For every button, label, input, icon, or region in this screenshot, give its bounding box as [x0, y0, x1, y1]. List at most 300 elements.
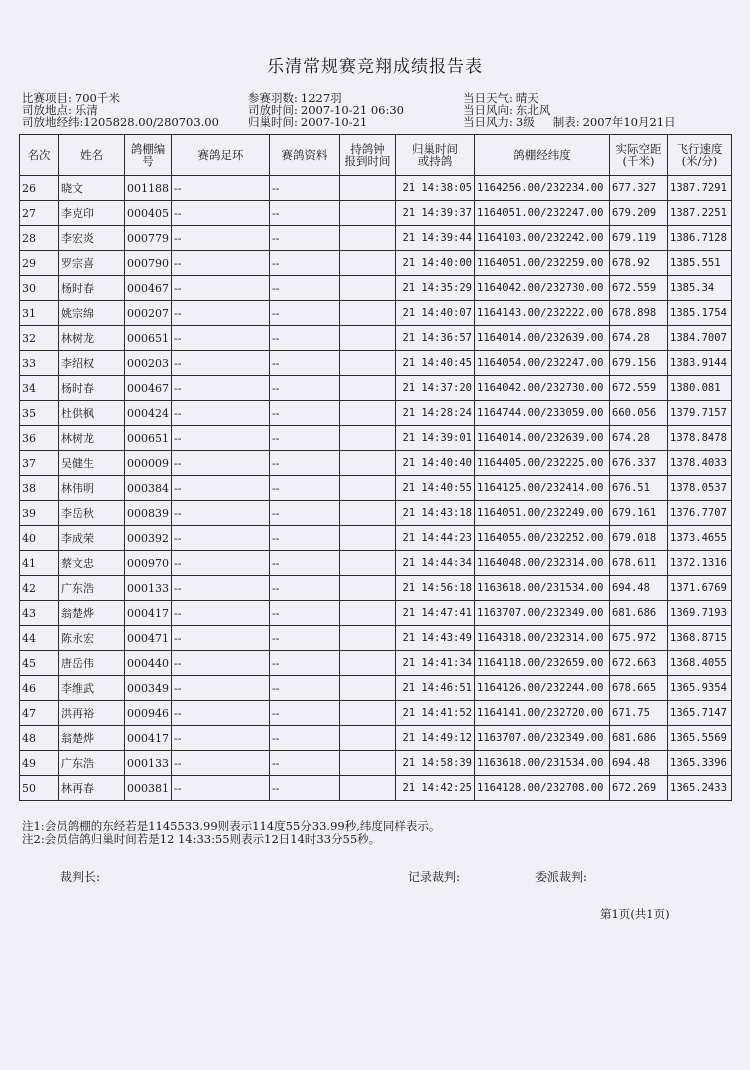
- pigeon-info-cell: --: [270, 776, 340, 801]
- name-cell: 唐岳伟: [59, 651, 125, 676]
- loft-cell: 000381: [125, 776, 172, 801]
- pigeon-info-cell: --: [270, 551, 340, 576]
- note-1: 注1:会员鸽棚的东经若是1145533.99则表示114度55分33.99秒,纬度同样表示。: [22, 819, 441, 833]
- speed-cell: 1368.8715: [668, 626, 732, 651]
- distance-cell: 679.161: [610, 501, 668, 526]
- made-date: 2007年10月21日: [582, 115, 676, 129]
- loft-cell: 000970: [125, 551, 172, 576]
- pigeon-info-cell: --: [270, 576, 340, 601]
- arrival-cell: 21 14:40:40: [396, 451, 475, 476]
- header-distance: [610, 135, 668, 176]
- clock-cell: [340, 526, 396, 551]
- rank-cell: 29: [20, 251, 59, 276]
- rank-cell: 48: [20, 726, 59, 751]
- speed-cell: 1365.2433: [668, 776, 732, 801]
- table-row: [20, 626, 732, 651]
- rank-cell: 34: [20, 376, 59, 401]
- wind-direction-value: 东北风: [515, 103, 551, 117]
- header-pigeon-info: 赛鸽资料: [270, 135, 340, 176]
- speed-cell: 1365.5569: [668, 726, 732, 751]
- rank-cell: 30: [20, 276, 59, 301]
- pigeon-info-cell: --: [270, 751, 340, 776]
- coords-cell: 1164051.00/232249.00: [475, 501, 610, 526]
- arrival-cell: 21 14:42:25: [396, 776, 475, 801]
- foot-ring-cell: --: [172, 751, 270, 776]
- arrival-cell: 21 14:40:07: [396, 301, 475, 326]
- distance-cell: 679.018: [610, 526, 668, 551]
- distance-cell: 681.686: [610, 601, 668, 626]
- weather-value: 晴天: [515, 91, 539, 105]
- foot-ring-cell: --: [172, 301, 270, 326]
- speed-cell: 1365.3396: [668, 751, 732, 776]
- foot-ring-cell: --: [172, 226, 270, 251]
- rank-cell: 31: [20, 301, 59, 326]
- foot-ring-cell: --: [172, 526, 270, 551]
- rank-cell: 26: [20, 176, 59, 201]
- speed-cell: 1368.4055: [668, 651, 732, 676]
- coords-cell: 1164141.00/232720.00: [475, 701, 610, 726]
- table-row: [20, 326, 732, 351]
- loft-cell: 000384: [125, 476, 172, 501]
- clock-cell: [340, 776, 396, 801]
- pigeon-info-cell: --: [270, 501, 340, 526]
- distance-cell: 678.665: [610, 676, 668, 701]
- name-cell: 翁楚烨: [59, 726, 125, 751]
- loft-cell: 000790: [125, 251, 172, 276]
- clock-cell: [340, 476, 396, 501]
- loft-cell: 000440: [125, 651, 172, 676]
- distance-cell: 672.663: [610, 651, 668, 676]
- foot-ring-cell: --: [172, 251, 270, 276]
- name-cell: 李克印: [59, 201, 125, 226]
- rank-cell: 43: [20, 601, 59, 626]
- distance-cell: 694.48: [610, 751, 668, 776]
- results-body: [20, 176, 732, 801]
- coords-cell: 1164103.00/232242.00: [475, 226, 610, 251]
- name-cell: 林再春: [59, 776, 125, 801]
- table-row: [20, 351, 732, 376]
- wind-force-label: 当日风力:: [463, 115, 513, 129]
- release-site-label: 司放地点:: [22, 103, 72, 117]
- foot-ring-cell: --: [172, 326, 270, 351]
- header-arrival-line2: 或持鸽: [417, 154, 453, 168]
- loft-cell: 000392: [125, 526, 172, 551]
- speed-cell: 1378.8478: [668, 426, 732, 451]
- name-cell: 李维武: [59, 676, 125, 701]
- clock-cell: [340, 201, 396, 226]
- arrival-cell: 21 14:44:23: [396, 526, 475, 551]
- coords-cell: 1164256.00/232234.00: [475, 176, 610, 201]
- arrival-cell: 21 14:46:51: [396, 676, 475, 701]
- loft-cell: 000471: [125, 626, 172, 651]
- foot-ring-cell: --: [172, 551, 270, 576]
- clock-cell: [340, 751, 396, 776]
- coords-cell: 1164048.00/232314.00: [475, 551, 610, 576]
- foot-ring-cell: --: [172, 601, 270, 626]
- coords-cell: 1164051.00/232259.00: [475, 251, 610, 276]
- foot-ring-cell: --: [172, 776, 270, 801]
- foot-ring-cell: --: [172, 276, 270, 301]
- foot-ring-cell: --: [172, 401, 270, 426]
- distance-cell: 679.209: [610, 201, 668, 226]
- foot-ring-cell: --: [172, 676, 270, 701]
- loft-cell: 000467: [125, 276, 172, 301]
- distance-cell: 678.611: [610, 551, 668, 576]
- foot-ring-cell: --: [172, 701, 270, 726]
- coords-cell: 1164125.00/232414.00: [475, 476, 610, 501]
- distance-cell: 679.156: [610, 351, 668, 376]
- pigeon-info-cell: --: [270, 426, 340, 451]
- arrival-cell: 21 14:38:05: [396, 176, 475, 201]
- distance-cell: 674.28: [610, 326, 668, 351]
- release-coords-value: 1205828.00/280703.00: [83, 115, 219, 129]
- arrival-cell: 21 14:35:29: [396, 276, 475, 301]
- distance-cell: 672.559: [610, 376, 668, 401]
- delegate-judge-label: 委派裁判:: [535, 870, 588, 884]
- pigeon-info-cell: --: [270, 401, 340, 426]
- rank-cell: 33: [20, 351, 59, 376]
- entries-value: 1227羽: [300, 91, 342, 105]
- name-cell: 林树龙: [59, 426, 125, 451]
- rank-cell: 46: [20, 676, 59, 701]
- pigeon-info-cell: --: [270, 301, 340, 326]
- distance-cell: 672.269: [610, 776, 668, 801]
- header-arrival-line1: 归巢时间: [412, 142, 458, 156]
- note-2: 注2:会员信鸽归巢时间若是12 14:33:55则表示12日14时33分55秒。: [22, 832, 381, 846]
- foot-ring-cell: --: [172, 351, 270, 376]
- header-rank: 名次: [20, 135, 59, 176]
- distance-cell: 677.327: [610, 176, 668, 201]
- name-cell: 杨时春: [59, 376, 125, 401]
- arrival-cell: 21 14:56:18: [396, 576, 475, 601]
- return-time-label: 归巢时间:: [248, 115, 298, 129]
- speed-cell: 1387.2251: [668, 201, 732, 226]
- clock-cell: [340, 226, 396, 251]
- foot-ring-cell: --: [172, 726, 270, 751]
- pigeon-info-cell: --: [270, 451, 340, 476]
- pigeon-info-cell: --: [270, 626, 340, 651]
- loft-cell: 000133: [125, 576, 172, 601]
- rank-cell: 27: [20, 201, 59, 226]
- rank-cell: 49: [20, 751, 59, 776]
- name-cell: 广东浩: [59, 576, 125, 601]
- race-item-label: 比赛项目:: [22, 91, 72, 105]
- weather-label: 当日天气:: [463, 91, 513, 105]
- header-foot-ring: 赛鸽足环: [172, 135, 270, 176]
- table-row: [20, 651, 732, 676]
- speed-cell: 1371.6769: [668, 576, 732, 601]
- name-cell: 蔡文忠: [59, 551, 125, 576]
- loft-cell: 000009: [125, 451, 172, 476]
- rank-cell: 37: [20, 451, 59, 476]
- clock-cell: [340, 326, 396, 351]
- foot-ring-cell: --: [172, 201, 270, 226]
- speed-cell: 1386.7128: [668, 226, 732, 251]
- pigeon-info-cell: --: [270, 601, 340, 626]
- arrival-cell: 21 14:43:49: [396, 626, 475, 651]
- distance-cell: 679.119: [610, 226, 668, 251]
- name-cell: 林树龙: [59, 326, 125, 351]
- table-row: [20, 676, 732, 701]
- pigeon-info-cell: --: [270, 651, 340, 676]
- clock-cell: [340, 451, 396, 476]
- results-table: [19, 134, 732, 801]
- coords-cell: 1164014.00/232639.00: [475, 426, 610, 451]
- clock-cell: [340, 626, 396, 651]
- loft-cell: 000779: [125, 226, 172, 251]
- coords-cell: 1164051.00/232247.00: [475, 201, 610, 226]
- loft-cell: 000946: [125, 701, 172, 726]
- arrival-cell: 21 14:39:01: [396, 426, 475, 451]
- clock-cell: [340, 351, 396, 376]
- table-row: [20, 401, 732, 426]
- clock-cell: [340, 676, 396, 701]
- table-row: [20, 576, 732, 601]
- notes: [22, 820, 440, 846]
- rank-cell: 40: [20, 526, 59, 551]
- arrival-cell: 21 14:39:37: [396, 201, 475, 226]
- table-row: [20, 226, 732, 251]
- name-cell: 洪再裕: [59, 701, 125, 726]
- recorder-judge-label: 记录裁判:: [408, 870, 461, 884]
- coords-cell: 1164405.00/232225.00: [475, 451, 610, 476]
- report-title: 乐清常规赛竞翔成绩报告表: [267, 57, 483, 77]
- return-time-value: 2007-10-21: [300, 115, 368, 129]
- distance-cell: 678.898: [610, 301, 668, 326]
- table-row: [20, 776, 732, 801]
- header-clock-line2: 报到时间: [344, 154, 391, 168]
- table-row: [20, 176, 732, 201]
- clock-cell: [340, 276, 396, 301]
- wind-force: [463, 116, 676, 128]
- release-site-value: 乐清: [74, 103, 98, 117]
- loft-cell: 000651: [125, 426, 172, 451]
- coords-cell: 1163618.00/231534.00: [475, 751, 610, 776]
- distance-cell: 672.559: [610, 276, 668, 301]
- loft-cell: 000651: [125, 326, 172, 351]
- arrival-cell: 21 14:36:57: [396, 326, 475, 351]
- loft-cell: 000417: [125, 726, 172, 751]
- coords-cell: 1164054.00/232247.00: [475, 351, 610, 376]
- release-coords-label: 司放地经纬:: [22, 115, 84, 129]
- speed-cell: 1365.9354: [668, 676, 732, 701]
- coords-cell: 1163707.00/232349.00: [475, 601, 610, 626]
- pigeon-info-cell: --: [270, 201, 340, 226]
- speed-cell: 1378.0537: [668, 476, 732, 501]
- table-row: [20, 251, 732, 276]
- header-distance-line2: (千米): [622, 154, 655, 168]
- pigeon-info-cell: --: [270, 376, 340, 401]
- table-row: [20, 276, 732, 301]
- pigeon-info-cell: --: [270, 326, 340, 351]
- loft-cell: 000405: [125, 201, 172, 226]
- arrival-cell: 21 14:39:44: [396, 226, 475, 251]
- speed-cell: 1369.7193: [668, 601, 732, 626]
- header-name: 姓名: [59, 135, 125, 176]
- distance-cell: 671.75: [610, 701, 668, 726]
- return-time: [248, 116, 367, 128]
- distance-cell: 674.28: [610, 426, 668, 451]
- speed-cell: 1372.1316: [668, 551, 732, 576]
- speed-cell: 1373.4655: [668, 526, 732, 551]
- foot-ring-cell: --: [172, 476, 270, 501]
- name-cell: 姚宗绵: [59, 301, 125, 326]
- clock-cell: [340, 551, 396, 576]
- table-row: [20, 501, 732, 526]
- loft-cell: 000839: [125, 501, 172, 526]
- speed-cell: 1376.7707: [668, 501, 732, 526]
- table-row: [20, 751, 732, 776]
- pigeon-info-cell: --: [270, 701, 340, 726]
- rank-cell: 32: [20, 326, 59, 351]
- arrival-cell: 21 14:49:12: [396, 726, 475, 751]
- release-coords: [22, 116, 219, 128]
- table-row: [20, 726, 732, 751]
- distance-cell: 660.056: [610, 401, 668, 426]
- loft-cell: 000467: [125, 376, 172, 401]
- name-cell: 杨时春: [59, 276, 125, 301]
- clock-cell: [340, 176, 396, 201]
- rank-cell: 39: [20, 501, 59, 526]
- arrival-cell: 21 14:43:18: [396, 501, 475, 526]
- foot-ring-cell: --: [172, 426, 270, 451]
- coords-cell: 1164143.00/232222.00: [475, 301, 610, 326]
- table-row: [20, 526, 732, 551]
- release-time-label: 司放时间:: [248, 103, 298, 117]
- table-row: [20, 201, 732, 226]
- rank-cell: 41: [20, 551, 59, 576]
- arrival-cell: 21 14:40:55: [396, 476, 475, 501]
- pigeon-info-cell: --: [270, 526, 340, 551]
- header-clock-line1: 持鸽钟: [350, 142, 385, 156]
- speed-cell: 1380.081: [668, 376, 732, 401]
- speed-cell: 1378.4033: [668, 451, 732, 476]
- table-row: [20, 426, 732, 451]
- name-cell: 晓文: [59, 176, 125, 201]
- header-speed-line2: (米/分): [681, 154, 718, 168]
- speed-cell: 1385.551: [668, 251, 732, 276]
- table-row: [20, 451, 732, 476]
- loft-cell: 000203: [125, 351, 172, 376]
- distance-cell: 681.686: [610, 726, 668, 751]
- foot-ring-cell: --: [172, 376, 270, 401]
- coords-cell: 1164318.00/232314.00: [475, 626, 610, 651]
- name-cell: 罗宗喜: [59, 251, 125, 276]
- pigeon-info-cell: --: [270, 676, 340, 701]
- made-label: 制表:: [552, 115, 580, 129]
- coords-cell: 1164128.00/232708.00: [475, 776, 610, 801]
- distance-cell: 678.92: [610, 251, 668, 276]
- arrival-cell: 21 14:47:41: [396, 601, 475, 626]
- table-row: [20, 476, 732, 501]
- header-arrival: [396, 135, 475, 176]
- speed-cell: 1385.1754: [668, 301, 732, 326]
- coords-cell: 1164126.00/232244.00: [475, 676, 610, 701]
- wind-force-value: 3级: [515, 115, 535, 129]
- name-cell: 广东浩: [59, 751, 125, 776]
- rank-cell: 36: [20, 426, 59, 451]
- name-cell: 李绍权: [59, 351, 125, 376]
- distance-cell: 676.337: [610, 451, 668, 476]
- coords-cell: 1164042.00/232730.00: [475, 376, 610, 401]
- clock-cell: [340, 651, 396, 676]
- rank-cell: 35: [20, 401, 59, 426]
- table-row: [20, 376, 732, 401]
- speed-cell: 1387.7291: [668, 176, 732, 201]
- pigeon-info-cell: --: [270, 726, 340, 751]
- header-loft-no: 鸽棚编号: [125, 135, 172, 176]
- coords-cell: 1164055.00/232252.00: [475, 526, 610, 551]
- name-cell: 陈永宏: [59, 626, 125, 651]
- name-cell: 杜供枫: [59, 401, 125, 426]
- distance-cell: 675.972: [610, 626, 668, 651]
- clock-cell: [340, 701, 396, 726]
- arrival-cell: 21 14:40:00: [396, 251, 475, 276]
- clock-cell: [340, 601, 396, 626]
- name-cell: 李宏炎: [59, 226, 125, 251]
- rank-cell: 47: [20, 701, 59, 726]
- name-cell: 李岳秋: [59, 501, 125, 526]
- speed-cell: 1383.9144: [668, 351, 732, 376]
- name-cell: 林伟明: [59, 476, 125, 501]
- table-row: [20, 551, 732, 576]
- coords-cell: 1163707.00/232349.00: [475, 726, 610, 751]
- clock-cell: [340, 726, 396, 751]
- foot-ring-cell: --: [172, 451, 270, 476]
- loft-cell: 000207: [125, 301, 172, 326]
- table-row: [20, 701, 732, 726]
- table-row: [20, 601, 732, 626]
- release-time-value: 2007-10-21 06:30: [300, 103, 404, 117]
- speed-cell: 1384.7007: [668, 326, 732, 351]
- header-speed: [668, 135, 732, 176]
- clock-cell: [340, 401, 396, 426]
- foot-ring-cell: --: [172, 501, 270, 526]
- arrival-cell: 21 14:37:20: [396, 376, 475, 401]
- clock-cell: [340, 501, 396, 526]
- pigeon-info-cell: --: [270, 251, 340, 276]
- pigeon-info-cell: --: [270, 226, 340, 251]
- name-cell: 吴健生: [59, 451, 125, 476]
- name-cell: 李成荣: [59, 526, 125, 551]
- header-row: [20, 135, 732, 176]
- rank-cell: 50: [20, 776, 59, 801]
- race-item-value: 700千米: [74, 91, 120, 105]
- rank-cell: 38: [20, 476, 59, 501]
- clock-cell: [340, 301, 396, 326]
- entries-label: 参赛羽数:: [248, 91, 298, 105]
- page-footer: 第1页(共1页): [600, 907, 670, 921]
- loft-cell: 001188: [125, 176, 172, 201]
- wind-direction-label: 当日风向:: [463, 103, 513, 117]
- speed-cell: 1385.34: [668, 276, 732, 301]
- distance-cell: 694.48: [610, 576, 668, 601]
- pigeon-info-cell: --: [270, 276, 340, 301]
- coords-cell: 1164118.00/232659.00: [475, 651, 610, 676]
- header-speed-line1: 飞行速度: [676, 142, 723, 156]
- foot-ring-cell: --: [172, 651, 270, 676]
- clock-cell: [340, 576, 396, 601]
- arrival-cell: 21 14:40:45: [396, 351, 475, 376]
- coords-cell: 1164744.00/233059.00: [475, 401, 610, 426]
- clock-cell: [340, 376, 396, 401]
- arrival-cell: 21 14:44:34: [396, 551, 475, 576]
- clock-cell: [340, 251, 396, 276]
- coords-cell: 1163618.00/231534.00: [475, 576, 610, 601]
- arrival-cell: 21 14:41:52: [396, 701, 475, 726]
- chief-judge-label: 裁判长:: [60, 870, 101, 884]
- name-cell: 翁楚烨: [59, 601, 125, 626]
